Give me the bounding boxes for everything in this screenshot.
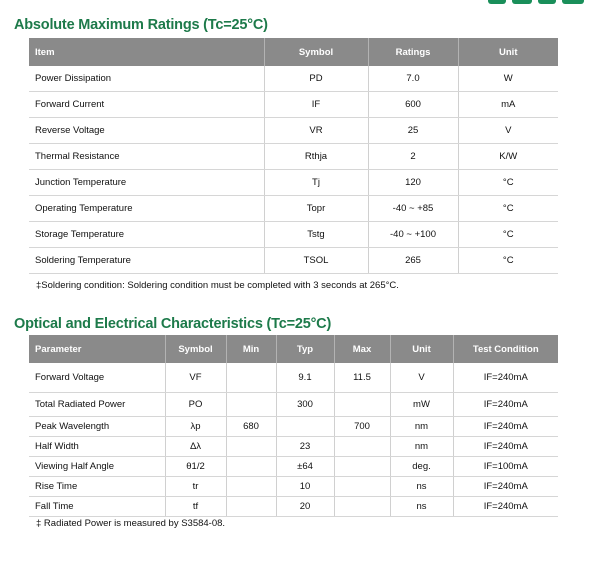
table-cell: nm <box>390 437 453 457</box>
table-cell: nm <box>390 417 453 437</box>
table-cell <box>334 477 390 497</box>
table-cell: IF=100mA <box>453 457 558 477</box>
table-cell: 9.1 <box>276 363 334 393</box>
table-header-row <box>29 38 558 66</box>
table-cell: IF=240mA <box>453 497 558 517</box>
table-header-row <box>29 335 558 363</box>
table-cell <box>226 437 276 457</box>
table-cell <box>276 417 334 437</box>
table-cell: Viewing Half Angle <box>29 457 165 477</box>
table-cell: 680 <box>226 417 276 437</box>
table-cell: °C <box>458 222 558 248</box>
table-cell <box>226 363 276 393</box>
table-cell: mW <box>390 393 453 417</box>
col-header-ratings: Ratings <box>368 38 458 66</box>
col-header-item: Item <box>29 38 264 66</box>
table-cell: V <box>458 118 558 144</box>
table-cell: IF <box>264 92 368 118</box>
table-cell: θ1/2 <box>165 457 226 477</box>
table-row <box>29 477 558 497</box>
optical-electrical-title: Optical and Electrical Characteristics (Tc=25°C) <box>14 316 332 332</box>
table-cell: IF=240mA <box>453 363 558 393</box>
table-cell <box>334 497 390 517</box>
table-cell: tf <box>165 497 226 517</box>
col-header-symbol: Symbol <box>165 335 226 363</box>
optical-electrical-table <box>29 335 558 517</box>
table-cell: IF=240mA <box>453 437 558 457</box>
table-cell: ±64 <box>276 457 334 477</box>
table-cell <box>334 457 390 477</box>
table-cell <box>226 497 276 517</box>
table-cell: 10 <box>276 477 334 497</box>
table-cell: Reverse Voltage <box>29 118 264 144</box>
table-cell: W <box>458 66 558 92</box>
table-cell: Tstg <box>264 222 368 248</box>
table-cell: λp <box>165 417 226 437</box>
table-row <box>29 170 558 196</box>
table-cell: Power Dissipation <box>29 66 264 92</box>
table-cell: Tj <box>264 170 368 196</box>
table-cell: 25 <box>368 118 458 144</box>
table-cell: IF=240mA <box>453 417 558 437</box>
col-header-parameter: Parameter <box>29 335 165 363</box>
table-cell: Total Radiated Power <box>29 393 165 417</box>
absolute-max-ratings-title: Absolute Maximum Ratings (Tc=25°C) <box>14 17 268 33</box>
table-cell: Soldering Temperature <box>29 248 264 274</box>
table-cell: PO <box>165 393 226 417</box>
table-cell: VR <box>264 118 368 144</box>
table-cell: °C <box>458 196 558 222</box>
table-cell: Fall Time <box>29 497 165 517</box>
col-header-typ: Typ <box>276 335 334 363</box>
table-row <box>29 417 558 437</box>
table-row <box>29 248 558 274</box>
table-cell: 20 <box>276 497 334 517</box>
table-cell: tr <box>165 477 226 497</box>
table-cell: Δλ <box>165 437 226 457</box>
table-cell: Topr <box>264 196 368 222</box>
table-row <box>29 144 558 170</box>
table-row <box>29 118 558 144</box>
table-cell: ns <box>390 477 453 497</box>
absolute-max-ratings-table <box>29 38 558 274</box>
table-row <box>29 437 558 457</box>
table-row <box>29 92 558 118</box>
col-header-symbol: Symbol <box>264 38 368 66</box>
table-cell: V <box>390 363 453 393</box>
table-cell: K/W <box>458 144 558 170</box>
table-row <box>29 393 558 417</box>
col-header-unit: Unit <box>390 335 453 363</box>
table-cell: Storage Temperature <box>29 222 264 248</box>
table-cell: Rthja <box>264 144 368 170</box>
soldering-note: ‡Soldering condition: Soldering condition must be completed with 3 seconds at 265°C. <box>36 280 399 291</box>
table-row <box>29 222 558 248</box>
table-cell: Forward Voltage <box>29 363 165 393</box>
table-cell: 2 <box>368 144 458 170</box>
table-cell <box>226 393 276 417</box>
table-cell: VF <box>165 363 226 393</box>
table-cell: Peak Wavelength <box>29 417 165 437</box>
table-cell: mA <box>458 92 558 118</box>
table-cell: IF=240mA <box>453 393 558 417</box>
table-cell <box>226 457 276 477</box>
table-row <box>29 457 558 477</box>
table-cell: -40 ~ +100 <box>368 222 458 248</box>
table-cell: -40 ~ +85 <box>368 196 458 222</box>
table-cell: Half Width <box>29 437 165 457</box>
col-header-unit: Unit <box>458 38 558 66</box>
table-cell: °C <box>458 248 558 274</box>
table-cell: 23 <box>276 437 334 457</box>
col-header-test-condition: Test Condition <box>453 335 558 363</box>
table-cell: Junction Temperature <box>29 170 264 196</box>
radiated-power-note: ‡ Radiated Power is measured by S3584-08. <box>36 518 226 529</box>
table-cell: TSOL <box>264 248 368 274</box>
table-row <box>29 196 558 222</box>
col-header-max: Max <box>334 335 390 363</box>
col-header-min: Min <box>226 335 276 363</box>
table-cell: Rise Time <box>29 477 165 497</box>
table-cell: 11.5 <box>334 363 390 393</box>
table-cell: 265 <box>368 248 458 274</box>
table-row <box>29 497 558 517</box>
table-cell: 120 <box>368 170 458 196</box>
table-cell: Thermal Resistance <box>29 144 264 170</box>
table-cell: °C <box>458 170 558 196</box>
table-cell: Forward Current <box>29 92 264 118</box>
table-row <box>29 66 558 92</box>
table-cell: 600 <box>368 92 458 118</box>
table-cell <box>226 477 276 497</box>
table-cell: 700 <box>334 417 390 437</box>
table-cell: Operating Temperature <box>29 196 264 222</box>
table-cell <box>334 393 390 417</box>
table-cell: IF=240mA <box>453 477 558 497</box>
table-cell: 300 <box>276 393 334 417</box>
table-cell: PD <box>264 66 368 92</box>
table-cell: deg. <box>390 457 453 477</box>
table-row <box>29 363 558 393</box>
table-cell: ns <box>390 497 453 517</box>
brand-logo-fragment <box>488 0 584 4</box>
table-cell <box>334 437 390 457</box>
table-cell: 7.0 <box>368 66 458 92</box>
